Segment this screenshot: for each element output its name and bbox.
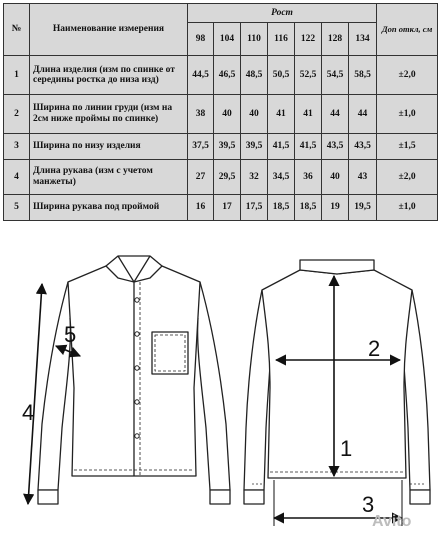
row-tolerance: ±1,0 [377,94,438,133]
row-name: Ширина по линии груди (изм на 2см ниже проймы по спинке) [30,94,188,133]
row-value: 38 [188,94,214,133]
table-row [4,56,438,95]
row-tolerance: ±2,0 [377,159,438,194]
table-row [4,94,438,133]
front-left-sleeve [38,282,70,490]
row-value: 19 [322,195,349,221]
back-left-cuff [244,490,264,504]
row-value: 16 [188,195,214,221]
shirt-front-view [38,256,230,504]
row-value: 32 [241,159,268,194]
row-value: 40 [241,94,268,133]
watermark: Avito [372,513,412,530]
row-value: 36 [295,159,322,194]
size-header-cell: 110 [241,23,268,56]
row-value: 39,5 [214,133,241,159]
row-tolerance: ±2,0 [377,56,438,95]
row-name: Длина рукава (изм с учетом манжеты) [30,159,188,194]
row-value: 44 [322,94,349,133]
col-header-num: № [4,4,30,56]
label-1: 1 [340,436,353,461]
technical-drawing [0,228,440,540]
chest-pocket [152,332,188,374]
col-header-height-group: Рост [188,4,377,23]
row-value: 39,5 [241,133,268,159]
row-value: 41 [268,94,295,133]
row-value: 44,5 [188,56,214,95]
row-tolerance: ±1,0 [377,195,438,221]
front-left-cuff [38,490,58,504]
row-value: 43,5 [322,133,349,159]
row-value: 44 [349,94,377,133]
size-header-cell: 122 [295,23,322,56]
size-header-cell: 98 [188,23,214,56]
table-row [4,195,438,221]
back-right-cuff [410,490,430,504]
table-row [4,133,438,159]
row-value: 17 [214,195,241,221]
row-number: 2 [4,94,30,133]
row-value: 19,5 [349,195,377,221]
row-tolerance: ±1,5 [377,133,438,159]
row-value: 58,5 [349,56,377,95]
back-body [262,270,412,478]
row-value: 41 [295,94,322,133]
row-value: 27 [188,159,214,194]
label-4: 4 [22,400,35,425]
size-table [3,3,438,221]
size-header-cell: 134 [349,23,377,56]
row-number: 5 [4,195,30,221]
col-header-tolerance: Доп откл, см [377,4,438,56]
row-value: 34,5 [268,159,295,194]
row-name: Длина изделия (изм по спинке от середины ростка до низа изд) [30,56,188,95]
row-value: 52,5 [295,56,322,95]
row-value: 29,5 [214,159,241,194]
table-body [4,56,438,221]
row-value: 50,5 [268,56,295,95]
label-5: 5 [64,322,77,347]
front-right-cuff [210,490,230,504]
shirt-back-view [244,260,430,504]
row-value: 43 [349,159,377,194]
label-2: 2 [368,336,381,361]
row-number: 4 [4,159,30,194]
row-value: 48,5 [241,56,268,95]
row-value: 41,5 [268,133,295,159]
row-value: 43,5 [349,133,377,159]
row-value: 37,5 [188,133,214,159]
row-value: 41,5 [295,133,322,159]
table-row [4,159,438,194]
row-value: 40 [214,94,241,133]
size-header-cell: 104 [214,23,241,56]
row-number: 1 [4,56,30,95]
row-value: 40 [322,159,349,194]
row-value: 18,5 [295,195,322,221]
row-name: Ширина по низу изделия [30,133,188,159]
row-number: 3 [4,133,30,159]
row-value: 18,5 [268,195,295,221]
row-name: Ширина рукава под проймой [30,195,188,221]
row-value: 17,5 [241,195,268,221]
size-header-cell: 128 [322,23,349,56]
row-value: 54,5 [322,56,349,95]
row-value: 46,5 [214,56,241,95]
front-right-sleeve [198,282,230,490]
size-header-cell: 116 [268,23,295,56]
col-header-name: Наименование измерения [30,4,188,56]
label-3: 3 [362,492,375,517]
